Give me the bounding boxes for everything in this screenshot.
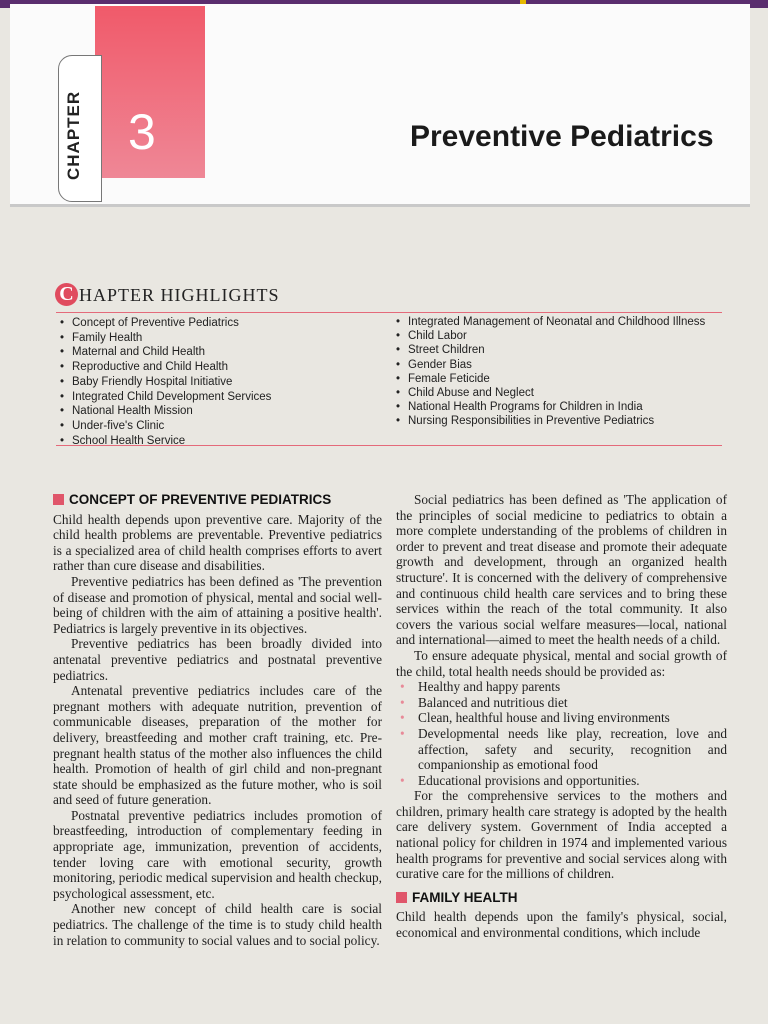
paragraph: Social pediatrics has been defined as 'The application of the principles of social medicine to pediatrics to obtain a more complete understanding of the problems of children in order to prevent and treat disease and promote their adequate growth and development, through an organized health structure'. It is concerned with the delivery of comprehensive and continuous child health care services and to bring these services within the reach of the total community. It also covers the various social welfare measures—local, national and international—aimed to meet the health needs of a child. [396, 492, 727, 648]
chapter-title: Preventive Pediatrics [410, 120, 714, 153]
highlights-heading [55, 283, 280, 306]
list-item: • Healthy and happy parents [418, 679, 727, 695]
paragraph: Another new concept of child health care is social pediatrics. The challenge of the time is to study child health in relation to community to social values and to social policy. [53, 901, 382, 948]
list-item: • Clean, healthful house and living environments [418, 710, 727, 726]
highlights-box [56, 312, 722, 446]
list-item: • Educational provisions and opportunities. [418, 773, 727, 789]
right-text-column [396, 492, 727, 941]
paragraph: Postnatal preventive pediatrics includes promotion of breastfeeding, introduction of complementary feeding in appropriate age, immunization, prevention of accidents, tender loving care with emotional security, growth monitoring, periodic medical supervision and health checkup, psychological assessment, etc. [53, 807, 382, 901]
highlight-item: • Concept of Preventive Pediatrics [60, 316, 271, 331]
section-marker-icon [53, 494, 64, 505]
highlights-title: HAPTER HIGHLIGHTS [79, 285, 280, 305]
needs-list [396, 679, 727, 788]
list-item: • Balanced and nutritious diet [418, 695, 727, 711]
paragraph: Antenatal preventive pediatrics includes care of the pregnant mothers with adequate nutrition, prevention of communicable diseases, preparation of the mother for delivery, breastfeeding and mother craft training, etc. Pre- pregnant health status of the mother also influences the child health. Promotion of health of girl child and non-pregnant state should be emphasized as the future mother, who is soil and seed of future generation. [53, 683, 382, 808]
highlight-item: • National Health Programs for Children in India [396, 400, 705, 414]
highlight-item: • Female Feticide [396, 372, 705, 386]
paragraph: For the comprehensive services to the mothers and children, primary health care strategy is adopted by the health care delivery system. Government of India accepted a national policy for children in 1974 and implemented various health programs for preventive and social services along with curative care for the millions of children. [396, 788, 727, 882]
left-text-column [53, 492, 382, 948]
highlight-item: • Child Abuse and Neglect [396, 386, 705, 400]
paragraph: Child health depends upon preventive care. Majority of the child health problems are preventable. Preventive pediatrics is a specialized area of child health comprises efforts to avert rather than cure disease and disabilities. [53, 511, 382, 574]
highlight-item: • Nursing Responsibilities in Preventive Pediatrics [396, 414, 705, 428]
highlight-item: • Family Health [60, 331, 271, 346]
highlights-list-right [396, 315, 705, 429]
highlight-item: • Maternal and Child Health [60, 345, 271, 360]
highlight-item: • Gender Bias [396, 358, 705, 372]
highlight-item: • Under-five's Clinic [60, 419, 271, 434]
section-heading-text: FAMILY HEALTH [412, 889, 518, 905]
list-item: • Developmental needs like play, recreation, love and affection, safety and security, recognition and companionship as emotional food [418, 726, 727, 773]
highlight-item: • Street Children [396, 343, 705, 357]
highlight-item: • National Health Mission [60, 404, 271, 419]
section-heading [396, 890, 727, 906]
section-marker-icon [396, 892, 407, 903]
paragraph: Preventive pediatrics has been broadly divided into antenatal preventive pediatrics and postnatal preventive pediatrics. [53, 636, 382, 683]
chapter-label: CHAPTER [64, 90, 83, 180]
highlight-item: • Child Labor [396, 329, 705, 343]
highlight-item: • Baby Friendly Hospital Initiative [60, 375, 271, 390]
section-heading [53, 492, 382, 508]
highlight-item: • School Health Service [60, 434, 271, 449]
highlight-item: • Integrated Child Development Services [60, 390, 271, 405]
paragraph: Child health depends upon the family's physical, social, economical and environmental conditions, which include [396, 909, 727, 941]
paragraph: Preventive pediatrics has been defined as 'The prevention of disease and promotion of physical, mental and social well-being of children with the aim of attaining a positive health'. Pediatrics is largely preventive in its objectives. [53, 573, 382, 636]
highlight-item: • Integrated Management of Neonatal and Childhood Illness [396, 315, 705, 329]
highlight-item: • Reproductive and Child Health [60, 360, 271, 375]
section-heading-text: CONCEPT OF PREVENTIVE PEDIATRICS [69, 492, 332, 507]
paragraph: To ensure adequate physical, mental and social growth of the child, total health needs should be provided as: [396, 647, 727, 679]
highlights-list-left [60, 316, 271, 448]
highlights-initial: C [55, 283, 78, 306]
chapter-number: 3 [128, 104, 156, 160]
